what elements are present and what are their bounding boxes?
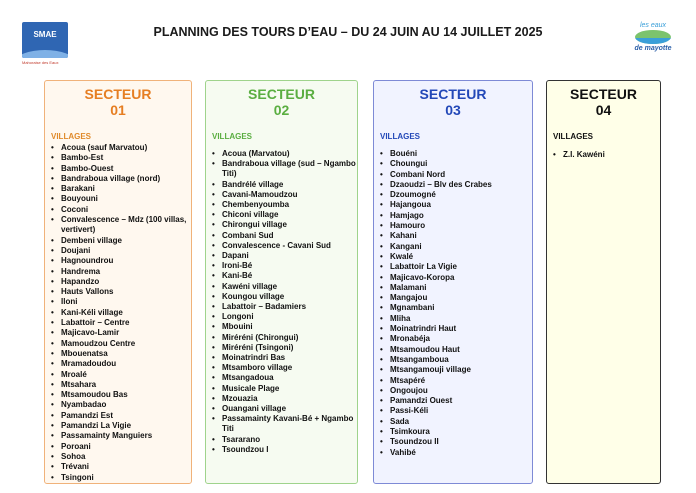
village-item: • Pamandzi Ouest [380,396,532,406]
village-item: • Chiconi village [212,210,357,220]
village-item: • Ouangani village [212,404,357,414]
village-item: • Pamandzi Est [51,411,191,421]
village-item: • Labattoir La Vigie [380,262,532,272]
village-item: • Mbouini [212,322,357,332]
village-item: • Ironi-Bé [212,261,357,271]
village-item: • Barakani [51,184,191,194]
water-drop-icon [635,30,671,44]
village-item: • Iloni [51,297,191,307]
village-item: • Hagnoundrou [51,256,191,266]
village-list [45,143,191,483]
village-list [374,149,532,458]
village-item: • Dzoumogné [380,190,532,200]
sector-number: 03 [445,102,461,118]
village-item: • Musicale Plage [212,384,357,394]
village-item: • Miréréni (Chirongui) [212,333,357,343]
village-item: • Kahani [380,231,532,241]
village-item: • Convalescence – Mdz (100 villas, vertivert) [51,215,191,236]
village-item: • Choungui [380,159,532,169]
village-item: • Kangani [380,242,532,252]
village-item: • Ongoujou [380,386,532,396]
village-item: • Tsararano [212,435,357,445]
village-item: • Hapandzo [51,277,191,287]
smae-logo-text: SMAE [33,30,57,39]
village-item: • Mgnambani [380,303,532,313]
village-item: • Bandrélé village [212,180,357,190]
village-item: • Poroani [51,442,191,452]
village-item: • Z.I. Kawéni [553,150,660,160]
villages-label: VILLAGES [212,132,253,141]
villages-label: VILLAGES [380,132,421,141]
sector-number: 02 [273,102,290,118]
eaux-logo-line1: les eaux [639,22,667,29]
village-item: • Kani-Kéli village [51,308,191,318]
village-item: • Combani Sud [212,231,357,241]
village-item: • Mtsamoudou Bas [51,390,191,400]
sector-title: SECTEUR [570,86,637,102]
sector-column-01 [44,80,192,484]
village-list [547,150,660,160]
village-item: • Vahibé [380,448,532,458]
villages-label: VILLAGES [553,132,594,141]
village-item: • Tsoundzou II [380,437,532,447]
village-item: • Acoua (sauf Marvatou) [51,143,191,153]
village-item: • Sada [380,417,532,427]
village-item: • Miréréni (Tsingoni) [212,343,357,353]
village-item: • Mramadoudou [51,359,191,369]
village-item: • Chembenyoumba [212,200,357,210]
village-item: • Bambo-Est [51,153,191,163]
village-item: • Majicavo-Lamir [51,328,191,338]
village-item: • Longoni [212,312,357,322]
village-item: • Bandraboua village (nord) [51,174,191,184]
village-item: • Sohoa [51,452,191,462]
page-title: PLANNING DES TOURS D’EAU – DU 24 JUIN AU 14 JUILLET 2025 [153,25,543,39]
village-item: • Mronabéja [380,334,532,344]
village-item: • Mtsangadoua [212,373,357,383]
eaux-logo-line2: de mayotte [634,45,672,52]
village-item: • Pamandzi La Vigie [51,421,191,431]
village-item: • Acoua (Marvatou) [212,149,357,159]
village-item: • Mangajou [380,293,532,303]
village-item: • Majicavo-Koropa [380,273,532,283]
village-item: • Tsimkoura [380,427,532,437]
village-item: • Passamainty Kavani-Bé + Ngambo Titi [212,414,357,434]
village-item: • Moinatrindri Haut [380,324,532,334]
village-item: • Doujani [51,246,191,256]
village-item: • Bouéni [380,149,532,159]
village-item: • Mamoudzou Centre [51,339,191,349]
village-item: • Combani Nord [380,170,532,180]
village-item: • Malamani [380,283,532,293]
village-item: • Coconi [51,205,191,215]
village-item: • Labattoir – Centre [51,318,191,328]
village-item: • Bandraboua village (sud – Ngambo Titi) [212,159,357,179]
village-item: • Mzouazia [212,394,357,404]
village-item: • Moinatrindri Bas [212,353,357,363]
village-item: • Mtsangamboua [380,355,532,365]
sector-heading [206,86,357,118]
village-item: • Mtsapéré [380,376,532,386]
village-item: • Kawéni village [212,282,357,292]
village-item: • Mroalé [51,370,191,380]
sector-title: SECTEUR [248,86,315,102]
sector-heading [45,86,191,118]
village-item: • Nyambadao [51,400,191,410]
village-item: • Hamouro [380,221,532,231]
village-item: • Handrema [51,267,191,277]
village-item: • Bambo-Ouest [51,164,191,174]
village-item: • Passamainty Manguiers [51,431,191,441]
village-item: • Mbouenatsa [51,349,191,359]
village-item: • Koungou village [212,292,357,302]
village-item: • Chirongui village [212,220,357,230]
eaux-de-mayotte-logo [630,22,676,52]
village-item: • Bouyouni [51,194,191,204]
village-item: • Kwalé [380,252,532,262]
village-item: • Hauts Vallons [51,287,191,297]
smae-logo-tagline: Mahoraise des Eaux [22,60,59,65]
village-item: • Dapani [212,251,357,261]
village-item: • Trévani [51,462,191,472]
village-item: • Mtsahara [51,380,191,390]
village-item: • Mtsangamouji village [380,365,532,375]
sector-title: SECTEUR [419,86,487,102]
sector-heading [547,86,660,118]
village-item: • Cavani-Mamoudzou [212,190,357,200]
village-item: • Tsingoni [51,473,191,483]
village-item: • Hajangoua [380,200,532,210]
village-item: • Kani-Bé [212,271,357,281]
village-item: • Mliha [380,314,532,324]
sector-number: 01 [110,102,126,118]
village-item: • Mtsamboro village [212,363,357,373]
sector-column-04 [546,80,661,484]
sector-heading [374,86,532,118]
sector-number: 04 [595,102,612,118]
village-item: • Tsoundzou I [212,445,357,455]
sector-column-03 [373,80,533,484]
villages-label: VILLAGES [51,132,92,141]
village-item: • Hamjago [380,211,532,221]
village-item: • Mtsamoudou Haut [380,345,532,355]
village-item: • Passi-Kéli [380,406,532,416]
sector-title: SECTEUR [84,86,152,102]
village-item: • Dzaoudzi – Blv des Crabes [380,180,532,190]
village-item: • Labattoir – Badamiers [212,302,357,312]
village-item: • Dembeni village [51,236,191,246]
village-list [206,149,357,455]
village-item: • Convalescence - Cavani Sud [212,241,357,251]
sector-column-02 [205,80,358,484]
